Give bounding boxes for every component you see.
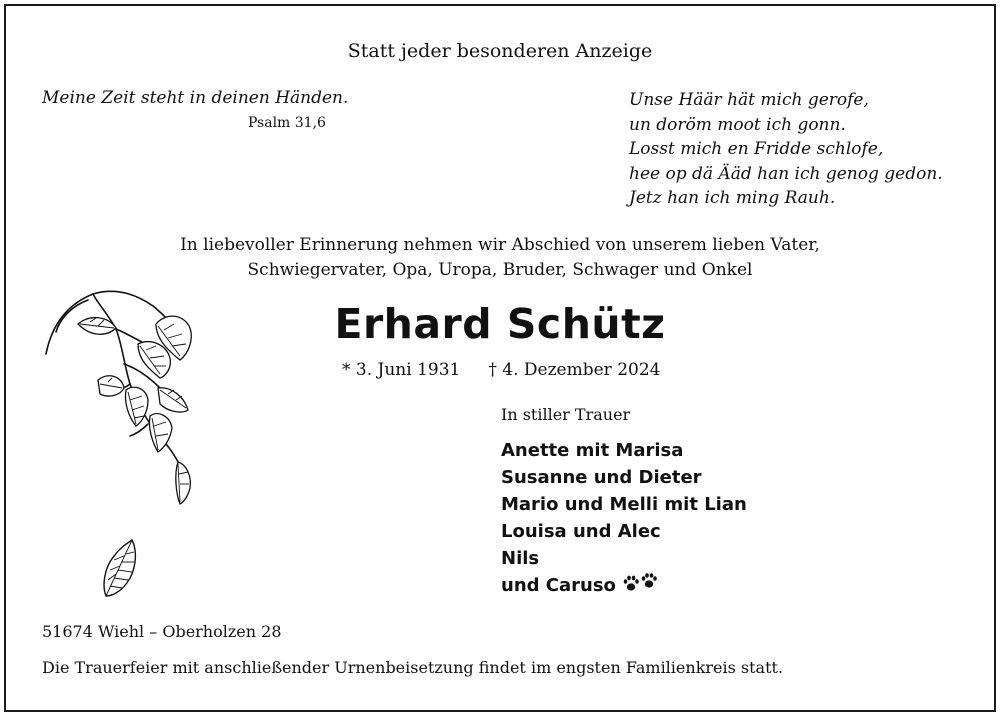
- headline: Statt jeder besonderen Anzeige: [347, 40, 653, 62]
- funeral-info: Die Trauerfeier mit anschließender Urnenbeisetzung findet im engsten Familienkreis statt.: [42, 658, 784, 677]
- poem-line: Jetz han ich ming Rauh.: [629, 188, 836, 208]
- poem-line: Unse Häär hät mich gerofe,: [629, 90, 869, 110]
- poem-line: Losst mich en Fridde schlofe,: [629, 139, 884, 159]
- intro-line: In liebevoller Erinnerung nehmen wir Abschied von unserem lieben Vater,: [180, 235, 820, 255]
- birch-branch-illustration: [38, 284, 208, 518]
- bible-reference: Psalm 31,6: [248, 115, 326, 131]
- family-member: Mario und Melli mit Lian: [501, 494, 747, 515]
- poem-line: un doröm moot ich gonn.: [629, 114, 846, 135]
- falling-leaf-illustration: [100, 538, 140, 604]
- address: 51674 Wiehl – Oberholzen 28: [42, 622, 282, 641]
- paw-prints-icon: [622, 573, 660, 601]
- bible-quote: Meine Zeit steht in deinen Händen.: [42, 88, 349, 108]
- birth-date: * 3. Juni 1931: [342, 360, 461, 380]
- death-date: † 4. Dezember 2024: [488, 360, 661, 380]
- life-dates: [342, 360, 660, 380]
- deceased-name: Erhard Schütz: [334, 300, 666, 348]
- obituary-notice: [4, 4, 996, 712]
- intro-line: Schwiegervater, Opa, Uropa, Bruder, Schwager und Onkel: [247, 260, 753, 280]
- family-member: Nils: [501, 548, 540, 569]
- pet-name: und Caruso: [501, 575, 616, 596]
- family-member: Anette mit Marisa: [501, 440, 684, 461]
- poem-line: hee op dä Ääd han ich genog gedon.: [629, 163, 943, 184]
- family-member: Susanne und Dieter: [501, 467, 702, 488]
- family-list: [501, 437, 747, 601]
- family-member: Louisa und Alec: [501, 521, 661, 542]
- family-member-pet: [501, 572, 747, 601]
- mourning-label: In stiller Trauer: [501, 405, 631, 424]
- dialect-poem: [629, 88, 943, 211]
- intro-text: [6, 233, 994, 283]
